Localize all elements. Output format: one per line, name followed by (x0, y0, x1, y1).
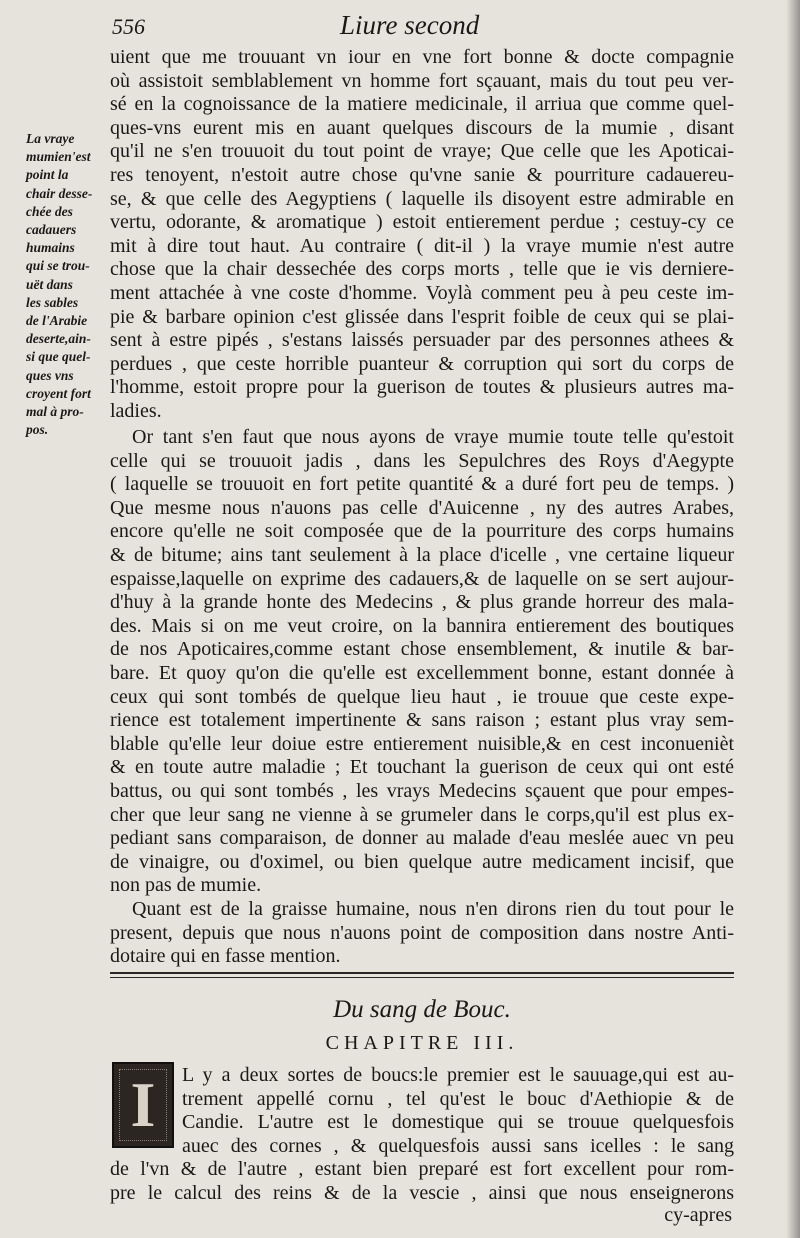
text-line: La vraye (26, 131, 75, 146)
running-head (0, 8, 800, 40)
text-line: uient que me trouuant vn iour en vne fort bonne & docte compagnie (110, 46, 734, 68)
section-divider-thin (110, 977, 734, 978)
text-line: dotaire qui en fasse mention. (110, 945, 341, 968)
text-line: mal à pro- (26, 404, 84, 420)
marginal-note (26, 130, 112, 439)
text-line: uët dans (26, 276, 73, 292)
text-line: Que mesme nous n'auons pas celle d'Auicenne , ny des autres Arabes, (110, 496, 734, 519)
text-line: pos. (26, 422, 49, 438)
text-line: des. Mais si on me veut croire, on la bannira entierement des boutiques (110, 614, 734, 637)
catchword: cy-apres (664, 1204, 732, 1226)
text-line: chose que la chair dessechée des corps morts , telle que ie vis derniere- (110, 258, 734, 281)
text-line: bare. Et quoy qu'on die qu'elle est excellemment bonne, estant donnée à (110, 661, 734, 684)
text-line: celle qui se trouuoit jadis , dans les Sepulchres des Roys d'Aegypte (110, 449, 734, 472)
running-title: Liure second (340, 10, 480, 40)
text-line: Or tant s'en faut que nous ayons de vraye mumie toute telle qu'estoit (132, 426, 734, 448)
text-line: ceux qui sont tombés de quelque lieu haut , ie trouue que ceste expe- (110, 685, 734, 708)
text-line: de l'vn & de l'autre , estant bien preparé est fort excellent pour rom- (110, 1158, 734, 1181)
text-line: qu'il ne s'en trouuoit du tout point de vraye; Que celle que les Apoticai- (110, 140, 734, 163)
text-line: ques-vns eurent mis en auant quelques discours de la mumie , disant (110, 116, 734, 139)
text-line: chair desse- (26, 185, 93, 201)
text-line: ( laquelle se trouuoit en fort petite quantité & a duré fort peu de temps. ) (110, 473, 734, 496)
paragraph-1 (110, 46, 734, 424)
text-line: sent à estre pipés , s'estans laissés persuader par des personnes athees & (110, 329, 734, 352)
text-line: où assistoit semblablement vn homme fort sçauant, mais du tout peu ver- (110, 69, 734, 92)
text-line: espaisse,laquelle on exprime des cadauers,& de laquelle on se sert aujour- (110, 567, 734, 590)
text-line: l'homme, estoit propre pour la guerison de toutes & plusieurs autres ma- (110, 376, 734, 399)
text-line: encore qu'elle ne soit composée que de la pourriture des corps humains (110, 520, 734, 543)
text-line: battus, ou qui sont tombés , les vrays Medecins sçauent que pour empes- (110, 779, 734, 802)
drop-cap-letter: I (130, 1069, 156, 1140)
text-line: croyent fort (26, 385, 91, 401)
text-line: rience est totalement impertinente & sans raison ; estant plus vray sem- (110, 709, 734, 732)
text-line: mumien'est (26, 149, 91, 165)
text-line: auec des cornes , & quelquesfois aussi sans icelles : le sang (182, 1134, 734, 1157)
text-line: de nos Apoticaires,comme estant chose ensemblement, & inutile & bar- (110, 638, 734, 661)
text-line: cadauers (26, 222, 77, 238)
page-edge-shadow (786, 0, 800, 1238)
text-line: point la (26, 167, 69, 183)
text-line: les sables (26, 294, 79, 310)
text-line: deserte,ain- (26, 331, 91, 347)
text-line: chée des (26, 203, 73, 219)
text-line: se, & que celle des Aegyptiens ( laquelle ils disoyent estre admirable en (110, 187, 734, 210)
text-line: pediant sans comparaison, de donner au malade d'eau meslée auec vn peu (110, 827, 734, 850)
text-line: humains (26, 240, 75, 256)
text-line: blable qu'elle leur doiue estre entierement nuisible,& en cest inconuenièt (110, 732, 734, 755)
paragraph-3 (110, 898, 734, 969)
text-line: present, depuis que nous n'auons point de composition dans nostre Anti- (110, 921, 734, 944)
text-line: de vinaigre, ou d'oximel, ou bien quelque autre medicament incisif, que (110, 850, 734, 873)
text-line: d'huy à la grande honte des Medecins , & plus grande horreur des mala- (110, 591, 734, 614)
text-line: & de bitume; ains tant seulement à la place d'icelle , vne certaine liqueur (110, 543, 734, 566)
chapter-heading: CHAPITRE III. (325, 1032, 519, 1054)
text-line: pre le calcul des reins & de la vescie , ainsi que nous enseignerons (110, 1181, 734, 1204)
text-line: si que quel- (26, 349, 91, 365)
text-line: ques vns (26, 367, 74, 383)
text-line: sé en la cognoissance de la matiere medicinale, il arriua que comme quel- (110, 93, 734, 116)
text-line: trement appellé cornu , tel qu'est le bouc d'Aethiopie & de (182, 1087, 734, 1110)
text-line: ment attachée à vne coste d'homme. Voylà comment peu à peu ceste im- (110, 281, 734, 304)
page-number: 556 (112, 14, 145, 39)
text-line: Quant est de la graisse humaine, nous n'en dirons rien du tout pour le (132, 898, 734, 920)
text-line: qui se trou- (26, 258, 90, 274)
text-line: cher que leur sang ne vienne à se grumeler dans le corps,qu'il est plus ex- (110, 803, 734, 826)
text-line: res tenoyent, n'estoit autre chose qu'vne sanie & pourriture cadauereu- (110, 163, 734, 186)
text-line: de l'Arabie (26, 313, 88, 329)
text-line: & en toute autre maladie ; Et touchant la guerison de ceux qui ont esté (110, 756, 734, 779)
text-line: Candie. L'autre est le domestique qui se trouue quelquesfois (182, 1111, 734, 1134)
text-line: mit à dire tout haut. Au contraire ( dit-il ) la vraye mumie n'est autre (110, 234, 734, 257)
paragraph-2 (110, 426, 734, 898)
chapter-text (110, 1064, 734, 1206)
text-line: ladies. (110, 399, 162, 422)
text-line: non pas de mumie. (110, 874, 262, 897)
section-divider (110, 972, 734, 974)
text-line: perdues , que ceste horrible puanteur & corruption qui sort du corps de (110, 352, 734, 375)
text-line: vertu, odorante, & aromatique ) estoit entierement perdue ; cestuy-cy ce (110, 211, 734, 234)
section-title: Du sang de Bouc. (333, 996, 511, 1023)
text-line: pie & barbare opinion c'est glissée dans l'esprit foible de ceux qui se plai- (110, 305, 734, 328)
text-line: L y a deux sortes de boucs:le premier est le sauuage,qui est au- (182, 1064, 734, 1086)
